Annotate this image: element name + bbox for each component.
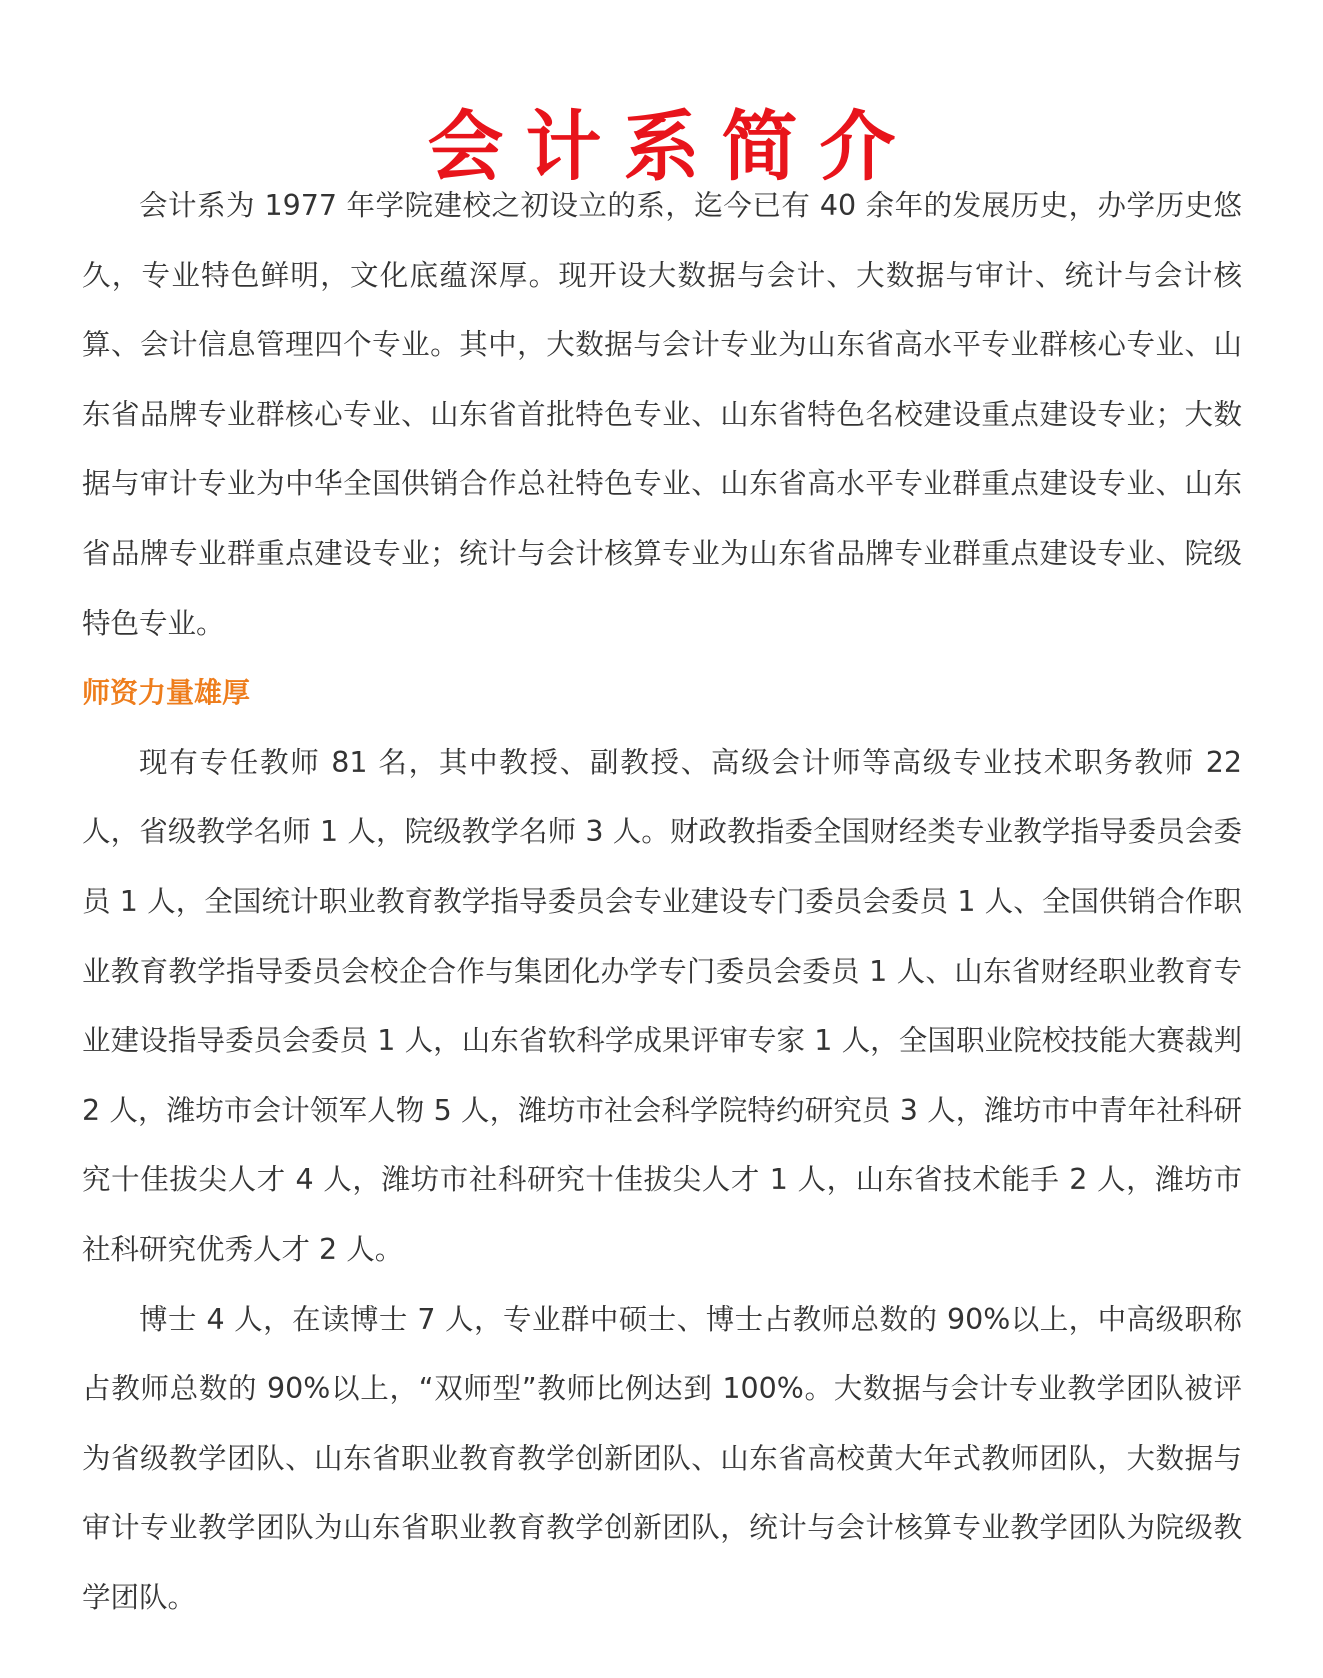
section-heading-faculty: 师资力量雄厚 <box>82 676 251 710</box>
faculty-paragraph-2: 博士 4 人，在读博士 7 人，专业群中硕士、博士占教师总数的 90%以上，中高级职称占教师总数的 90%以上，“双师型”教师比例达到 100%。大数据与会计专业教学团队被评为省级教学团队、山东省职业教育教学创新团队、山东省高校黄大年式教师团队，大数据与审计专业教学团队为山东省职业教育教学创新团队，统计与会计核算专业教学团队为院级教学团队。 <box>82 1302 1242 1614</box>
document-body <box>82 171 1242 1632</box>
intro-paragraph: 会计系为 1977 年学院建校之初设立的系，迄今已有 40 余年的发展历史，办学历史悠久，专业特色鲜明，文化底蕴深厚。现开设大数据与会计、大数据与审计、统计与会计核算、会计信息管理四个专业。其中，大数据与会计专业为山东省高水平专业群核心专业、山东省品牌专业群核心专业、山东省首批特色专业、山东省特色名校建设重点建设专业；大数据与审计专业为中华全国供销合作总社特色专业、山东省高水平专业群重点建设专业、山东省品牌专业群重点建设专业；统计与会计核算专业为山东省品牌专业群重点建设专业、院级特色专业。 <box>82 189 1242 640</box>
page-title: 会计系简介 <box>427 101 918 191</box>
faculty-paragraph-1: 现有专任教师 81 名，其中教授、副教授、高级会计师等高级专业技术职务教师 22 人，省级教学名师 1 人，院级教学名师 3 人。财政教指委全国财经类专业教学指导委员会委员 1 人，全国统计职业教育教学指导委员会专业建设专门委员会委员 1 人、全国供销合作职业教育教学指导委员会校企合作与集团化办学专门委员会委员 1 人、山东省财经职业教育专业建设指导委员会委员 1 人，山东省软科学成果评审专家 1 人，全国职业院校技能大赛裁判 2 人，潍坊市会计领军人物 5 人，潍坊市社会科学院特约研究员 3 人，潍坊市中青年社科研究十佳拔尖人才 4 人，潍坊市社科研究十佳拔尖人才 1 人，山东省技术能手 2 人，潍坊市社科研究优秀人才 2 人。 <box>82 745 1242 1266</box>
